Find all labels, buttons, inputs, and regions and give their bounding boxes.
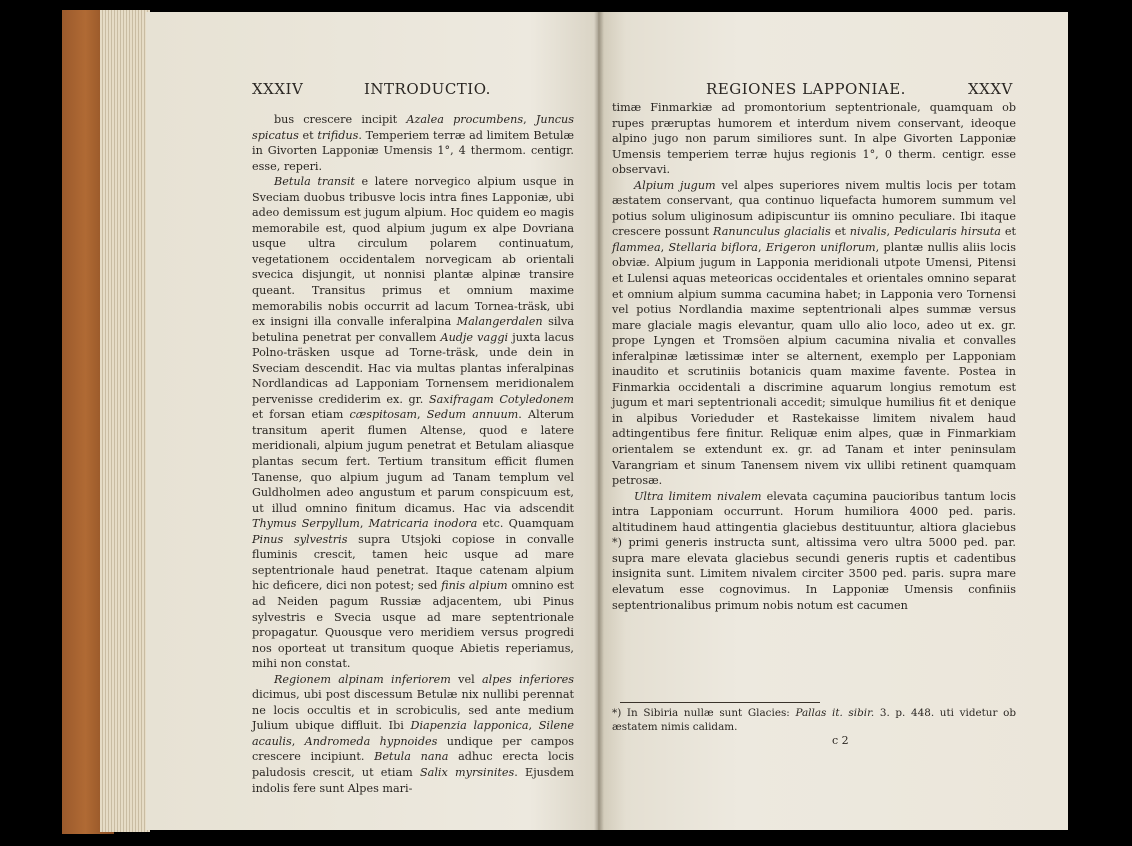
italic-term: Sedum annuum [426, 408, 519, 422]
footnote [612, 706, 1016, 734]
right-running-head: REGIONES LAPPONIAE. [706, 80, 906, 98]
text-run: et [298, 128, 318, 142]
italic-term: Andromeda hypnoides [304, 734, 438, 748]
text-run: adhuc erecta locis paludosis crescit, ut etiam [252, 750, 574, 779]
italic-term: Saxifragam Cotyledonem [428, 392, 574, 406]
text-run: , [359, 517, 369, 531]
left-page [146, 12, 598, 830]
text-run: *) In Sibiria nullæ sunt Glacies: [612, 707, 796, 719]
footnote-rule [620, 702, 820, 703]
left-body-text [252, 112, 574, 796]
italic-term: Audje vaggi [440, 330, 509, 344]
text-run: dicimus, ubi post discessum Betulæ nix nullibi perennat ne locis occultis et in scrobiculis, sed ante medium Julium ubique diffluit. Ibi [252, 688, 574, 733]
text-run: bus crescere incipit [274, 113, 407, 126]
italic-term: Ultra limitem nivalem [634, 489, 762, 503]
text-run: . Alterum transitum aperit flumen Altense, quod e latere meridionali, alpium jugum penetrat et Betulam aliasque plantas secum fert. Tertium transitum efficit flumen Tanense, quo alpium jugum ad Tanam templum vel Guldholmen adeo angustum et parum conspicuum est, ut illud omnino finitum dicamus. Hac via adscendit [252, 408, 574, 515]
text-run: , [291, 734, 305, 748]
text-run: , [757, 240, 766, 254]
italic-term: finis alpium [441, 579, 508, 593]
text-run: et forsan etiam [252, 408, 350, 422]
right-folio: XXXV [968, 80, 1013, 98]
right-body-text [612, 100, 1016, 613]
italic-term: Thymus Serpyllum [252, 517, 360, 531]
italic-term: Pedicularis hirsuta [893, 225, 1001, 239]
italic-term: flammea [612, 240, 661, 254]
text-run: , plantæ nullis aliis locis obviæ. Alpium jugum in Lapponia meridionali utpote Umensi, Pitensi et Lulensi aquas meteoricas occidentales et orientales omnino separat et omnium alpium summa cacumina habet; in Lapponia vero Tornensi vel potius Nordlandia maxime septentrionali alpes summæ versus mare glaciale magis elevantur, quam ullo alio loco, adeo ut ex. gr. prope Lyngen et Tromsöen alpium cacumina nivalia et convalles inferalpinæ lætissimæ inter se alternent, exemplo per Lapponiam inaudito et scrutiniis botanicis quam maxime favente. Postea in Finmarkia occidentali a discrimine aquarum longius remotum est jugum et mari septentrionali accedit; simulque humilius fit et denique in alpibus Vorieduder et Rastekaisse limitem nivalem haud adtingentibus fere finitur. Reliquæ enim alpes, quæ in Finmarkiam orientalem se extendunt ex. gr. ad Tanam et inter peninsulam Varangriam et sinum Tanensem nivem vix ullibi retinent quamquam petrosæ. [612, 240, 1016, 488]
text-run: omnino est ad Neiden pagum Russiæ adjacentem, ubi Pinus sylvestris e Svecia usque ad mare septentrionale propagatur. Quousque vero meridiem versus progredi nos oporteat ut transitum quoque Abietis reperiamus, mihi non constat. [252, 579, 574, 671]
paragraph [252, 112, 574, 174]
text-run: undique per campos crescere incipiunt. [252, 734, 574, 764]
text-run: timæ Finmarkiæ ad promontorium septentrionale, quamquam ob rupes præruptas humorem et interdum nivem conservant, ideoque alpino jugo non parum similiores sunt. In alpe Givorten Lapponiæ Umensis temperiem terræ hujus regionis 1°, 0 therm. centigr. esse observavi. [612, 101, 1016, 177]
text-run: et [830, 225, 850, 239]
italic-term: Silene acaulis [252, 719, 574, 748]
text-run: , [886, 225, 894, 239]
signature-mark: c 2 [832, 734, 849, 747]
text-run: , [523, 113, 536, 126]
italic-term: Diapenzia lapponica [410, 719, 529, 733]
italic-term: nivalis [849, 225, 887, 239]
text-run: , [417, 408, 427, 422]
page-edges [100, 10, 150, 832]
italic-term: Juncus spicatus [252, 113, 574, 142]
text-run: e latere norvegico alpium usque in Sveciam duobus tribusve locis intra fines Lapponiæ, ubi adeo demissum est jugum alpium. Hoc quidem eo magis memorabile est, quod alpium jugum ex alpe Dovriana usque ultra circulum polarem continuatum, vegetationem occidentalem norvegicam ab orientali svecica disjungit, ut nonnisi plantæ alpinæ transire queant. Transitus primus et omnium maxime memorabilis nobis occurrit ad lacum Tornea-träsk, ubi ex insigni illa convalle inferalpina [252, 175, 574, 329]
italic-term: Alpium jugum [634, 178, 716, 192]
italic-term: Salix myrsinites [420, 765, 515, 779]
paragraph [252, 672, 574, 796]
italic-term: Pallas it. sibir. [795, 707, 875, 719]
text-run: . Temperiem terræ ad limitem Betulæ in Givorten Lapponiæ Umensis 1°, 4 thermom. centigr. esse, reperi. [252, 128, 574, 173]
text-run: , [660, 240, 669, 254]
text-run: vel alpes superiores nivem multis locis per totam æstatem conservant, qua continuo liquefacta humorem summum vel potius solum uliginosum adipiscuntur iis omnino peculiare. Ibi itaque crescere possunt [612, 178, 1016, 239]
paragraph [612, 100, 1016, 178]
paragraph [612, 489, 1016, 613]
italic-term: Erigeron uniflorum [765, 240, 876, 254]
text-run: 3. p. 448. uti videtur ob æstatem nimis calidam. [612, 707, 1016, 733]
text-run: juxta lacus Polno-träsken usque ad Torne-träsk, unde dein in Sveciam descendit. Hac via multas plantas inferalpinas Nordlandicas ad Lapponiam Tornensem meridionalem pervenisse crediderim ex. gr. [252, 330, 575, 406]
italic-term: alpes inferiores [482, 672, 574, 686]
text-run: , [528, 719, 539, 733]
text-run: vel [450, 672, 482, 686]
left-running-head: INTRODUCTIO. [364, 80, 491, 98]
italic-term: Malangerdalen [456, 315, 543, 329]
text-run: et [1000, 225, 1016, 239]
italic-term: trifidus [317, 128, 359, 142]
italic-term: Matricaria inodora [368, 517, 478, 531]
italic-term: Pinus sylvestris [252, 532, 348, 546]
text-run: elevata caçumina paucioribus tantum locis intra Lapponiam occurrunt. Horum humiliora 4000 ped. paris. altitudinem haud attingentia glaciebus destituuntur, altiora glaciebus *) primi generis instructa sunt, altissima vero ultra 5000 ped. par. supra mare elevata glaciebus secundi generis ruptis et cadentibus insignita sunt. Limitem nivalem circiter 3500 ped. paris. supra mare elevatum esse cognovimus. In Lapponiæ Umensis confiniis septentrionalibus primum nobis notum est cacumen [612, 489, 1016, 612]
text-run: supra Utsjoki copiose in convalle fluminis crescit, tamen heic usque ad mare septentrionale haud penetrat. Itaque catenam alpium hic deficere, dici non potest; sed [252, 532, 574, 593]
italic-term: cæspitosam [349, 408, 417, 422]
paragraph [252, 174, 574, 672]
italic-term: Ranunculus glacialis [713, 225, 831, 239]
book-gutter [594, 12, 604, 830]
text-run: silva betulina penetrat per convallem [252, 315, 574, 344]
paragraph [612, 178, 1016, 489]
italic-term: Betula transit [274, 175, 355, 189]
text-run: etc. Quamquam [477, 517, 574, 531]
italic-term: Betula nana [374, 750, 449, 764]
left-folio: XXXIV [252, 80, 304, 98]
right-page [598, 12, 1068, 830]
italic-term: Regionem alpinam inferiorem [274, 672, 451, 686]
italic-term: Azalea procumbens [406, 113, 524, 126]
text-run: . Ejusdem indolis fere sunt Alpes mari- [252, 765, 575, 795]
italic-term: Stellaria biflora [668, 240, 758, 254]
